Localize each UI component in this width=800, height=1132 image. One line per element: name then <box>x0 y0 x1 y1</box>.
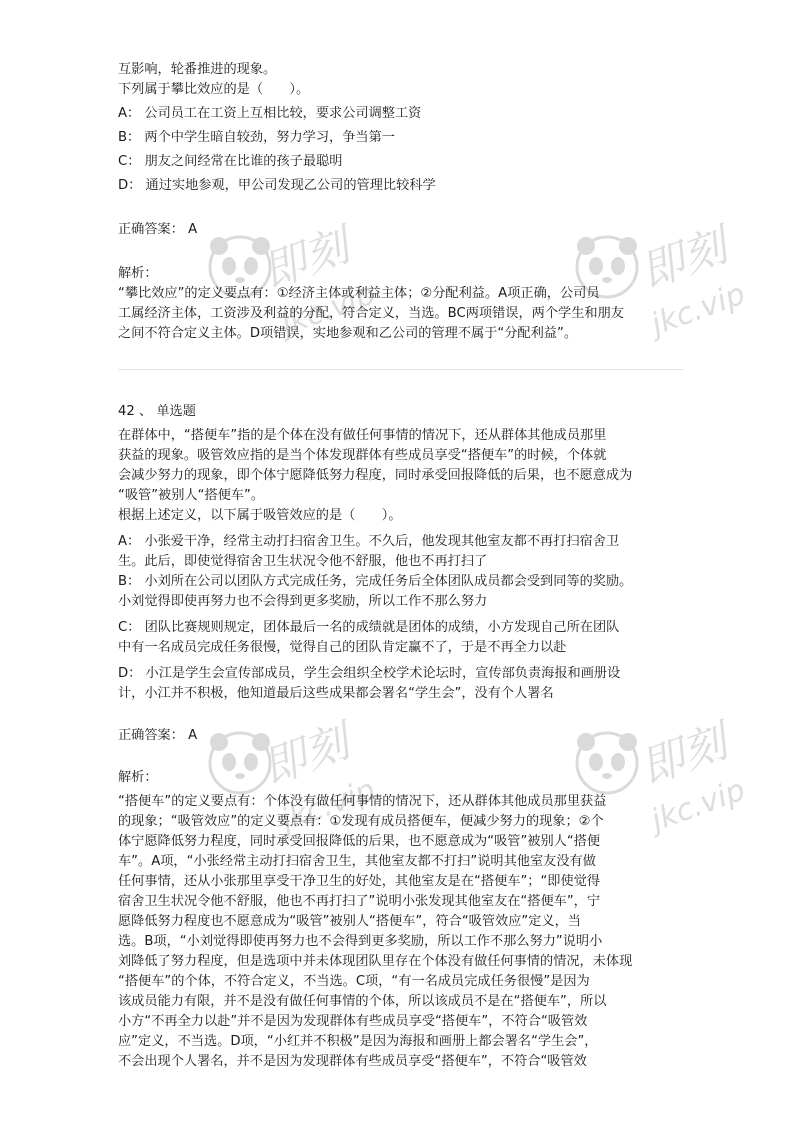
watermark-text: 即刻 <box>255 716 356 795</box>
analysis-line: 宿舍卫生状况令他不舒服，他也不再打扫了”说明小张发现其他室友在“搭便车”，宁 <box>118 894 601 909</box>
question-stem-line: 在群体中，“搭便车”指的是个体在没有做任何事情的情况下，还从群体其他成员那里 <box>118 428 607 443</box>
question-divider <box>118 369 684 370</box>
option-b: B： 两个中学生暗自较劲，努力学习，争当第一 <box>118 130 395 145</box>
correct-answer: 正确答案： A <box>118 222 198 237</box>
question-41 <box>118 60 688 344</box>
option-c: C： 团队比赛规则规定，团体最后一名的成绩就是团体的成绩，小方发现自己所在团队 中有一名成员完成任务很慢，觉得自己的团队肯定赢不了，于是不再全力以赴 <box>118 620 620 655</box>
question-42 <box>118 402 688 1072</box>
analysis-line: “搭便车”的个体，不符合定义，不当选。C项，“有一名成员完成任务很慢”是因为 <box>118 974 590 989</box>
analysis-label: 解析： <box>118 266 158 281</box>
watermark-text: jkc.vip <box>646 772 750 839</box>
analysis-line: 该成员能力有限，并不是没有做任何事情的个体，所以该成员不是在“搭便车”，所以 <box>118 994 607 1009</box>
watermark-text: jkc.vip <box>276 772 380 839</box>
analysis-line: 选。B项，“小刘觉得即使再努力也不会得到更多奖励，所以工作不那么努力”说明小 <box>118 934 603 949</box>
analysis-line: 体宁愿降低努力程度，同时承受回报降低的后果，也不愿意成为“吸管”被别人“搭便 <box>118 834 601 849</box>
analysis-line: 刘降低了努力程度，但是选项中并未体现团队里存在个体没有做任何事情的情况，未体现 <box>118 954 633 969</box>
option-b: B： 小刘所在公司以团队方式完成任务，完成任务后全体团队成员都会受到同等的奖励。 小刘觉得即使再努力也不会得到更多奖励，所以工作不那么努力 <box>118 574 633 609</box>
watermark-text: 即刻 <box>255 220 356 299</box>
question-stem-line: 根据上述定义，以下属于吸管效应的是（ ）。 <box>118 508 402 523</box>
analysis-line: 工属经济主体，工资涉及利益的分配，符合定义，当选。BC两项错误，两个学生和朋友 <box>118 306 624 321</box>
analysis-label: 解析： <box>118 770 158 785</box>
question-continued-text: 互影响，轮番推进的现象。 <box>118 62 277 77</box>
analysis-line: 小方“不再全力以赴”并不是因为发现群体有些成员享受“搭便车”，不符合“吸管效 <box>118 1014 588 1029</box>
question-stem-line: “吸管”被别人“搭便车”。 <box>118 488 265 503</box>
question-stem: 下列属于攀比效应的是（ ）。 <box>118 82 310 97</box>
option-a: A： 小张爱干净，经常主动打扫宿舍卫生。不久后，他发现其他室友都不再打扫宿舍卫 生。此后，即使觉得宿舍卫生状况令他不舒服，他也不再打扫了 <box>118 534 620 569</box>
analysis-line: “攀比效应”的定义要点有：①经济主体或利益主体；②分配利益。A项正确，公司员 <box>118 286 600 301</box>
analysis-line: 应”定义，不当选。D项，“小红并不积极”是因为海报和画册上都会署名“学生会”， <box>118 1034 598 1049</box>
analysis-line: “搭便车”的定义要点有：个体没有做任何事情的情况下，还从群体其他成员那里获益 <box>118 794 607 809</box>
analysis-line: 之间不符合定义主体。D项错误，实地参观和乙公司的管理不属于“分配利益”。 <box>118 326 578 341</box>
analysis-line: 任何事情，还从小张那里享受干净卫生的好处，其他室友是在“搭便车”；“即使觉得 <box>118 874 601 889</box>
question-header: 42 、 单选题 <box>118 404 196 419</box>
correct-answer: 正确答案： A <box>118 728 198 743</box>
question-stem-line: 获益的现象。吸管效应指的是当个体发现群体有些成员享受“搭便车”的时候，个体就 <box>118 448 607 463</box>
analysis-line: 不会出现个人署名，并不是因为发现群体有些成员享受“搭便车”，不符合“吸管效 <box>118 1054 587 1069</box>
option-a: A： 公司员工在工资上互相比较，要求公司调整工资 <box>118 106 422 121</box>
watermark-text: 即刻 <box>633 220 734 299</box>
analysis-line: 车”。A项，“小张经常主动打扫宿舍卫生，其他室友都不打扫”说明其他室友没有做 <box>118 854 596 869</box>
watermark-text: 即刻 <box>633 716 734 795</box>
option-d: D： 通过实地参观，甲公司发现乙公司的管理比较科学 <box>118 178 436 193</box>
option-d: D： 小江是学生会宣传部成员，学生会组织全校学术论坛时，宣传部负责海报和画册设 计，小江并不积极，他知道最后这些成果都会署名“学生会”，没有个人署名 <box>118 666 621 701</box>
option-c: C： 朋友之间经常在比谁的孩子最聪明 <box>118 154 343 169</box>
watermark-text: jkc.vip <box>276 276 380 343</box>
watermark-text: jkc.vip <box>646 276 750 343</box>
analysis-line: 愿降低努力程度也不愿意成为“吸管”被别人“搭便车”，符合“吸管效应”定义，当 <box>118 914 581 929</box>
analysis-line: 的现象；“吸管效应”的定义要点有：①发现有成员搭便车，便减少努力的现象；②个 <box>118 814 604 829</box>
question-stem-line: 会减少努力的现象，即个体宁愿降低努力程度，同时承受回报降低的后果，也不愿意成为 <box>118 468 633 483</box>
